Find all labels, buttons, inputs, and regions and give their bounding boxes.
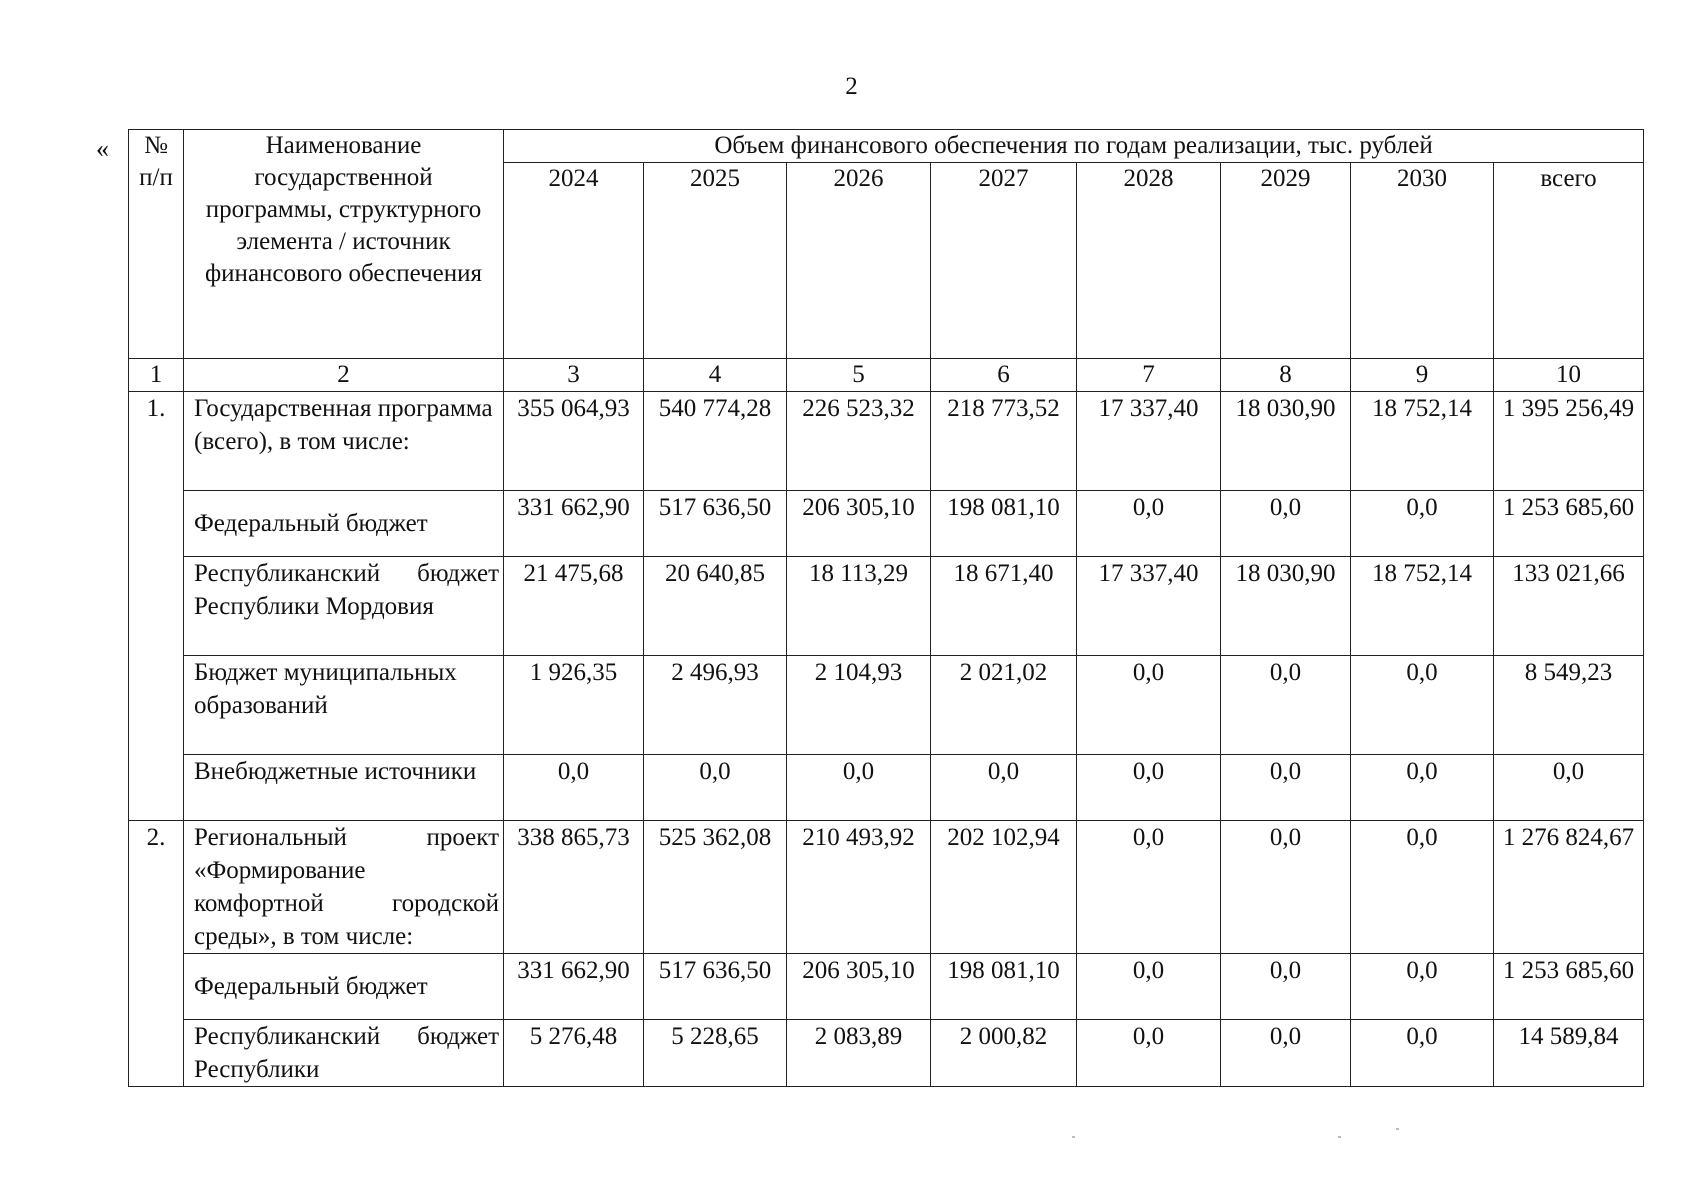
value-cell: 198 081,10 xyxy=(931,954,1077,1020)
value-cell: 1 926,35 xyxy=(504,656,644,755)
value-cell: 525 362,08 xyxy=(644,821,787,954)
value-cell: 1 253 685,60 xyxy=(1494,491,1644,557)
value-cell: 0,0 xyxy=(1351,821,1494,954)
value-cell: 18 752,14 xyxy=(1351,557,1494,656)
column-number: 6 xyxy=(931,359,1077,392)
value-cell: 0,0 xyxy=(644,755,787,821)
value-cell: 14 589,84 xyxy=(1494,1020,1644,1087)
value-cell: 0,0 xyxy=(1077,656,1221,755)
value-cell: 2 104,93 xyxy=(787,656,931,755)
value-cell: 202 102,94 xyxy=(931,821,1077,954)
value-cell: 8 549,23 xyxy=(1494,656,1644,755)
value-cell: 338 865,73 xyxy=(504,821,644,954)
column-number: 7 xyxy=(1077,359,1221,392)
table-row xyxy=(129,821,1644,954)
column-number: 1 xyxy=(129,359,184,392)
row-name: Республиканский бюджет Республики xyxy=(184,1020,504,1087)
value-cell: 210 493,92 xyxy=(787,821,931,954)
value-cell: 133 021,66 xyxy=(1494,557,1644,656)
scan-speck xyxy=(1072,1136,1075,1138)
value-cell: 0,0 xyxy=(1351,755,1494,821)
row-name: Республиканский бюджет Республики Мордовия xyxy=(184,557,504,656)
header-volume-column: Объем финансового обеспечения по годам реализации, тыс. рублей xyxy=(504,130,1644,163)
value-cell: 0,0 xyxy=(1221,954,1351,1020)
opening-quote-mark: « xyxy=(96,134,109,163)
value-cell: 517 636,50 xyxy=(644,954,787,1020)
value-cell: 18 752,14 xyxy=(1351,392,1494,491)
value-cell: 0,0 xyxy=(1077,954,1221,1020)
header-year: 2027 xyxy=(931,163,1077,359)
column-numbers-row xyxy=(129,359,1644,392)
value-cell: 18 030,90 xyxy=(1221,557,1351,656)
header-total: всего xyxy=(1494,163,1644,359)
value-cell: 0,0 xyxy=(1351,954,1494,1020)
value-cell: 198 081,10 xyxy=(931,491,1077,557)
table-row xyxy=(129,392,1644,491)
value-cell: 540 774,28 xyxy=(644,392,787,491)
value-cell: 0,0 xyxy=(1221,821,1351,954)
value-cell: 226 523,32 xyxy=(787,392,931,491)
column-number: 2 xyxy=(184,359,504,392)
value-cell: 0,0 xyxy=(1221,491,1351,557)
value-cell: 206 305,10 xyxy=(787,491,931,557)
value-cell: 0,0 xyxy=(1351,491,1494,557)
value-cell: 0,0 xyxy=(1077,821,1221,954)
header-name-column: Наименование государственной программы, структурного элемента / источник финансового обеспечения xyxy=(184,130,504,359)
value-cell: 331 662,90 xyxy=(504,491,644,557)
header-year: 2028 xyxy=(1077,163,1221,359)
column-number: 5 xyxy=(787,359,931,392)
value-cell: 0,0 xyxy=(1494,755,1644,821)
header-year: 2024 xyxy=(504,163,644,359)
column-number: 3 xyxy=(504,359,644,392)
value-cell: 0,0 xyxy=(1221,656,1351,755)
table-row xyxy=(129,755,1644,821)
value-cell: 1 253 685,60 xyxy=(1494,954,1644,1020)
value-cell: 2 021,02 xyxy=(931,656,1077,755)
row-group-number: 1. xyxy=(129,392,184,821)
value-cell: 355 064,93 xyxy=(504,392,644,491)
header-year: 2029 xyxy=(1221,163,1351,359)
value-cell: 18 671,40 xyxy=(931,557,1077,656)
value-cell: 1 276 824,67 xyxy=(1494,821,1644,954)
row-name: Государственная программа (всего), в том числе: xyxy=(184,392,504,491)
value-cell: 0,0 xyxy=(504,755,644,821)
value-cell: 0,0 xyxy=(1077,491,1221,557)
table-row xyxy=(129,557,1644,656)
value-cell: 20 640,85 xyxy=(644,557,787,656)
column-number: 8 xyxy=(1221,359,1351,392)
value-cell: 5 276,48 xyxy=(504,1020,644,1087)
value-cell: 0,0 xyxy=(1351,1020,1494,1087)
table-row xyxy=(129,1020,1644,1087)
table-row xyxy=(129,491,1644,557)
table-row xyxy=(129,954,1644,1020)
header-num-column: № п/п xyxy=(129,130,184,359)
row-name: Бюджет муниципальных образований xyxy=(184,656,504,755)
value-cell: 0,0 xyxy=(1351,656,1494,755)
value-cell: 331 662,90 xyxy=(504,954,644,1020)
row-name: Федеральный бюджет xyxy=(184,491,504,557)
table-row xyxy=(129,656,1644,755)
value-cell: 21 475,68 xyxy=(504,557,644,656)
header-year: 2030 xyxy=(1351,163,1494,359)
value-cell: 17 337,40 xyxy=(1077,392,1221,491)
value-cell: 18 030,90 xyxy=(1221,392,1351,491)
value-cell: 0,0 xyxy=(1077,755,1221,821)
table-header xyxy=(129,130,1644,359)
table-body xyxy=(129,359,1644,1087)
header-year: 2025 xyxy=(644,163,787,359)
value-cell: 218 773,52 xyxy=(931,392,1077,491)
value-cell: 206 305,10 xyxy=(787,954,931,1020)
row-name: Федеральный бюджет xyxy=(184,954,504,1020)
value-cell: 0,0 xyxy=(931,755,1077,821)
scan-speck xyxy=(1338,1136,1341,1138)
value-cell: 0,0 xyxy=(1077,1020,1221,1087)
value-cell: 0,0 xyxy=(1221,755,1351,821)
value-cell: 0,0 xyxy=(787,755,931,821)
row-name: Региональный проект «Формирование комфортной городской среды», в том числе: xyxy=(184,821,504,954)
value-cell: 0,0 xyxy=(1221,1020,1351,1087)
value-cell: 1 395 256,49 xyxy=(1494,392,1644,491)
column-number: 4 xyxy=(644,359,787,392)
header-year: 2026 xyxy=(787,163,931,359)
value-cell: 517 636,50 xyxy=(644,491,787,557)
value-cell: 17 337,40 xyxy=(1077,557,1221,656)
value-cell: 2 496,93 xyxy=(644,656,787,755)
financing-table xyxy=(128,129,1644,1087)
column-number: 9 xyxy=(1351,359,1494,392)
scan-speck xyxy=(1396,1128,1399,1130)
column-number: 10 xyxy=(1494,359,1644,392)
page-number: 2 xyxy=(845,73,858,100)
value-cell: 2 083,89 xyxy=(787,1020,931,1087)
value-cell: 2 000,82 xyxy=(931,1020,1077,1087)
row-name: Внебюджетные источники xyxy=(184,755,504,821)
value-cell: 18 113,29 xyxy=(787,557,931,656)
row-group-number: 2. xyxy=(129,821,184,1087)
value-cell: 5 228,65 xyxy=(644,1020,787,1087)
